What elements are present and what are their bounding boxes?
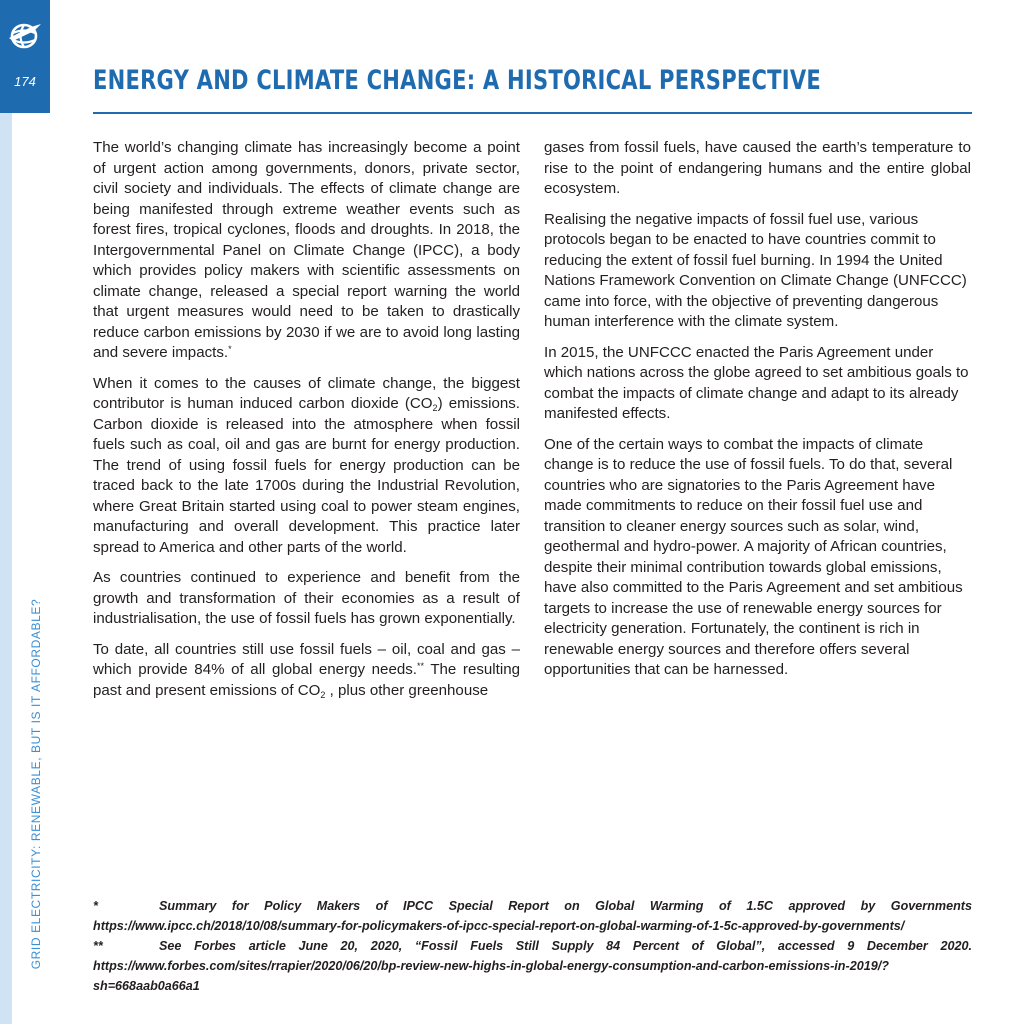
paragraph-6: Realising the negative impacts of fossil fuel use, various protocols began to be enacted to have countries commit to reducing the extent of fossil fuel burning. In 1994 the United Nations Framework Convention on Climate Change (UNFCCC) came into force, with the objective of preventing dangerous human interference with the climate system. — [544, 210, 967, 330]
footnote-1 — [93, 896, 972, 936]
footnote-2 — [93, 936, 972, 996]
paragraph-7: In 2015, the UNFCCC enacted the Paris Agreement under which nations across the globe agreed to set ambitious goals to combat the impacts of climate change and adapt to its already manifested effects. — [544, 343, 969, 422]
footnote-text: Summary for Policy Makers of IPCC Special Report on Global Warming of 1.5C approved by Governments https://www.ipcc.ch/2018/10/08/summary-for-policymakers-of-ipcc-special-report-on-global-warming-of-1-5c-approved-by-governments/ — [93, 899, 972, 933]
footnote-mark: ** — [93, 939, 103, 953]
page-title: ENERGY AND CLIMATE CHANGE: A HISTORICAL PERSPECTIVE — [93, 65, 821, 96]
paragraph-5: gases from fossil fuels, have caused the earth’s temperature to rise to the point of endangering humans and the entire global ecosystem. — [544, 139, 971, 197]
title-rule — [93, 112, 972, 114]
footnote-text: See Forbes article June 20, 2020, “Fossil Fuels Still Supply 84 Percent of Global”, accessed 9 December 2020. https://www.forbes.com/sites/rrapier/2020/06/20/bp-review-new-highs-in-global-energy-consumption-and-carbon-emissions-in-2019/?sh=668aab0a66a1 — [93, 939, 972, 993]
sidebar-header-block — [0, 0, 50, 113]
footnote-ref-2: ** — [416, 661, 424, 671]
paragraph-4: To date, all countries still use fossil fuels – oil, coal and gas – which provide 84% of all global energy needs.** The resulting past and present emissions of $CO_2$ , plus other greenhouse — [93, 640, 520, 700]
body-column-right — [544, 138, 971, 691]
footnotes — [93, 896, 972, 996]
footnote-ref-1: * — [228, 344, 232, 354]
paragraph-2: When it comes to the causes of climate change, the biggest contributor is human induced carbon dioxide $(CO_2)$ emissions. Carbon dioxide is released into the atmosphere when fossil fuels such as coal, oil and gas are burnt for energy production. The trend of using fossil fuels for energy production can be traced back to the late 1700s during the Industrial Revolution, where Great Britain started using coal to power steam engines, manufacturing and overall development. This practice later spread to America and other parts of the world. — [93, 374, 520, 556]
body-column-left — [93, 138, 520, 711]
footnote-mark: * — [93, 899, 98, 913]
paragraph-8: One of the certain ways to combat the impacts of climate change is to reduce the use of fossil fuels. To do that, several countries who are signatories to the Paris Agreement have made commitments to reduce on their fossil fuel use and transition to cleaner energy sources such as solar, wind, geothermal and hydro-power. A majority of African countries, despite their minimal contribution towards global emissions, have also committed to the Paris Agreement and set ambitious targets to increase the use of renewable energy sources for electricity generation. Fortunately, the continent is rich in renewable energy sources and therefore offers several opportunities that can be harnessed. — [544, 435, 963, 678]
page-number: 174 — [14, 74, 36, 89]
running-title: GRID ELECTRICITY: RENEWABLE, BUT IS IT AFFORDABLE? — [29, 598, 43, 970]
paragraph-1: The world’s changing climate has increasingly become a point of urgent action among governments, donors, private sector, civil society and individuals. The effects of climate change are being manifested through extreme weather events such as forest fires, tropical cyclones, floods and droughts. In 2018, the Intergovernmental Panel on Climate Change (IPCC), a body which provides policy makers with scientific assessments on climate change, released a special report warning the world that urgent measures would need to be taken to drastically reduce carbon emissions by 2030 if we are to avoid long lasting and severe impacts.* — [93, 139, 520, 361]
sidebar-strip — [0, 113, 12, 1024]
globe-plane-icon — [7, 18, 43, 52]
paragraph-3: As countries continued to experience and benefit from the growth and transformation of their economies as a result of industrialisation, the use of fossil fuels has grown exponentially. — [93, 569, 520, 627]
